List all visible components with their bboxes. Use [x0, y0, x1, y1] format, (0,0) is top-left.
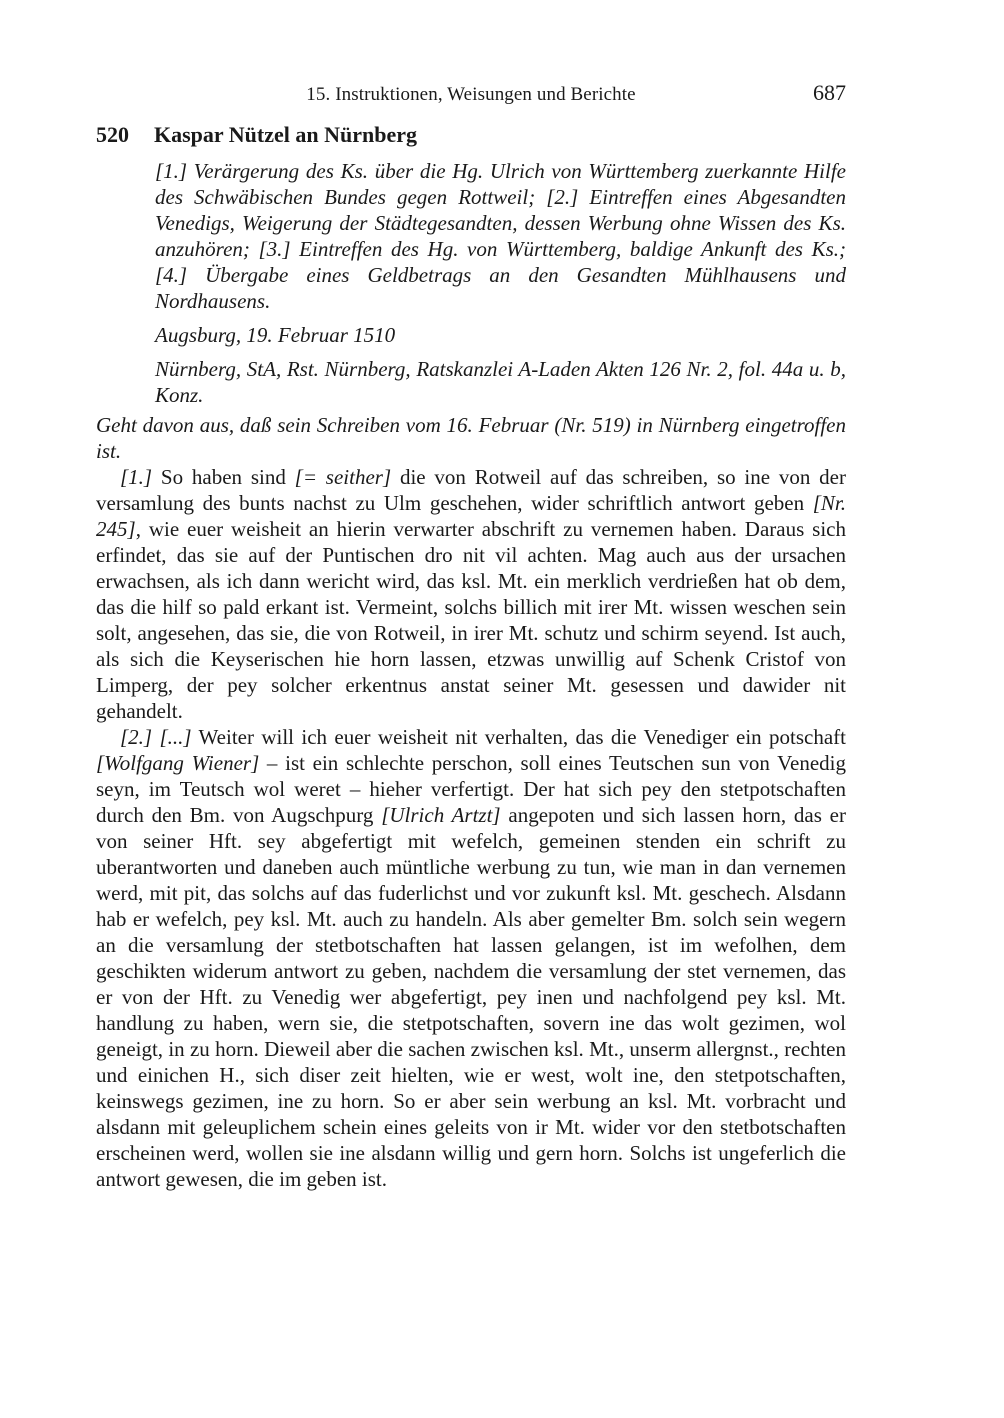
- regest-date: Augsburg, 19. Februar 1510: [155, 323, 396, 347]
- paragraph-2-text-a: Weiter will ich euer weisheit nit verhalten, das die Venediger ein potschaft: [191, 725, 846, 749]
- paragraph-1-text-c: , wie euer weisheit an hierin verwarter abschrift zu vernemen haben. Daraus sich erfindet, das sie auf der Puntischen dro nit vil achten. Mag auch aus der ursachen erwachsen, als ich dann wericht wird, das ksl. Mt. ein merklich verdrießen hat ob dem, das die hilf so pald erkant ist. Vermeint, solchs billich mit irer Mt. wissen weschen sein solt, angesehen, das sie, die von Rotweil, in irer Mt. schutz und schirm seyend. Ist auch, als sich die Keyserischen hie horn lassen, etzwas unwillig auf Schenk Cristof von Limperg, der pey solcher erkentnus anstat seiner Mt. gesessen und dawider nit gehandelt.: [96, 517, 846, 723]
- running-head: [96, 80, 846, 110]
- paragraph-2-marker: [2.] [...]: [120, 725, 192, 749]
- document-title: Kaspar Nützel an Nürnberg: [154, 122, 417, 147]
- paragraph-1-marker: [1.]: [120, 465, 153, 489]
- regest-source: Nürnberg, StA, Rst. Nürnberg, Ratskanzlei A-Laden Akten 126 Nr. 2, fol. 44a u. b, Konz.: [155, 357, 846, 407]
- paragraph-1: [96, 464, 846, 724]
- paragraph-1-editorial-note-b: [Nr. 245]: [96, 491, 846, 541]
- document-heading: [96, 122, 846, 148]
- running-head-title: 15. Instruktionen, Weisungen und Berichte: [306, 84, 636, 105]
- paragraph-2-editorial-note-b: [Ulrich Artzt]: [381, 803, 501, 827]
- regest-summary: [1.] Verärgerung des Ks. über die Hg. Ulrich von Württemberg zuerkannte Hilfe des Schwäbischen Bundes gegen Rottweil; [2.] Eintreffen eines Abgesandten Venedigs, Weigerung der Städtegesandten, dessen Werbung ohne Wissen des Ks. anzuhören; [3.] Eintreffen des Hg. von Württemberg, baldige Ankunft des Ks.; [4.] Übergabe eines Geldbetrags an den Gesandten Mühlhausens und Nordhausens.: [155, 159, 846, 313]
- body-intro: Geht davon aus, daß sein Schreiben vom 16. Februar (Nr. 519) in Nürnberg eingetroffen ist.: [96, 413, 846, 463]
- body-text: [96, 412, 846, 1192]
- paragraph-1-text-a: So haben sind: [152, 465, 295, 489]
- regest: [155, 158, 846, 408]
- paragraph-1-text-b: die von Rotweil auf das schreiben, so ine von der versamlung des bunts nachst zu Ulm geschehen, wider schriftlich antwort geben: [96, 465, 846, 515]
- document-number: 520: [96, 122, 129, 147]
- paragraph-2-text-b: – ist ein schlechte perschon, soll eines Teutschen sun von Venedig seyn, im Teutsch wol weret – hieher verfertigt. Der hat sich pey den stetpotschaften durch den Bm. von Augschpurg: [96, 751, 846, 827]
- paragraph-1-editorial-note-a: [= seither]: [294, 465, 392, 489]
- paragraph-2: [96, 724, 846, 1192]
- paragraph-2-text-c: angepoten und sich lassen horn, das er von seiner Hft. sey abgefertigt mit wefelch, gemeinen stenden ein schrift zu uberantworten und daneben auch müntliche werbung zu tun, wie man in dan vernemen werd, mit pit, das solchs auf das fuderlichst und vor zukunft ksl. Mt. geschech. Alsdann hab er wefelch, pey ksl. Mt. auch zu handeln. Als aber gemelter Bm. solch sein wegern an die versamlung der stetbotschaften hat lassen gelangen, ist im wefolhen, dem geschikten widerum antwort zu geben, nachdem die versamlung der stet vernemen, das er von der Hft. zu Venedig wer abgefertigt, pey inen und nachfolgend pey ksl. Mt. handlung zu haben, wern sie, die stetpotschaften, sovern ine das wolt gezimen, wol geneigt, in zu horn. Dieweil aber die sachen zwischen ksl. Mt., unserm allergnst., rechten und einichen H., sich diser zeit hielten, wie er west, wolt ine, den stetpotschaften, keinswegs gezimen, ine zu horn. So er aber sein werbung an ksl. Mt. vorbracht und alsdann mit geleuplichem schein eines geleits von ir Mt. wider vor den stetbotschaften erscheinen werd, wollen sie ine alsdann willig und gern horn. Solchs ist ungeferlich die antwort gewesen, die im geben ist.: [96, 803, 846, 1191]
- page-number: 687: [813, 80, 846, 105]
- paragraph-2-editorial-note-a: [Wolfgang Wiener]: [96, 751, 260, 775]
